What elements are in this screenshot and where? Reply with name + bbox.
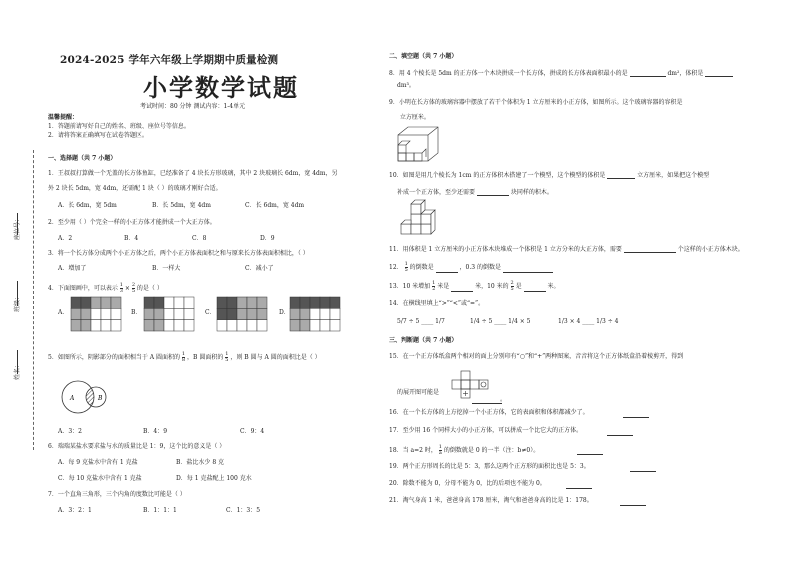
grid-cell — [290, 297, 300, 308]
grid-cell — [320, 320, 330, 331]
q4-operator: × — [124, 285, 130, 292]
grid-cell — [91, 297, 101, 308]
denominator: 3 — [119, 288, 123, 294]
grid-cell — [174, 297, 184, 308]
grid-cell — [91, 308, 101, 319]
paper-title: 小学数学试题 — [143, 73, 299, 102]
section2-heading: 二、填空题（共 7 小题） — [389, 53, 458, 60]
q13-fraction-1 — [432, 281, 435, 292]
q4-figure-d — [289, 296, 341, 332]
q15-blank[interactable] — [472, 403, 502, 404]
grid-cell — [91, 320, 101, 331]
q5-middle: ，B 圆面积的 — [187, 354, 224, 361]
q5-fraction-1 — [182, 352, 185, 363]
q4-suffix: 的是（ ） — [136, 285, 163, 292]
q10-line1 — [389, 171, 709, 179]
q10-line2 — [397, 188, 553, 196]
grid-cell — [290, 308, 300, 319]
class-label: 班级： — [14, 293, 21, 312]
q9-container-figure — [396, 125, 442, 163]
grid-cell — [247, 320, 257, 331]
q6-option-b[interactable]: B．盐比水少 8 克 — [176, 459, 225, 466]
seat-label: 座位号： — [14, 215, 21, 240]
numerator: 1 — [432, 280, 436, 286]
q19-text: 19．两个正方形周长的比是 5：3，那么这两个正方形的面积比也是 5：3。 — [389, 463, 590, 470]
q17-blank[interactable] — [607, 435, 633, 436]
q8-blank-1[interactable] — [630, 69, 666, 77]
seat-field[interactable] — [17, 213, 18, 235]
q14-item-2[interactable]: 1/4 ÷ 5 ____ 1/4 × 5 — [470, 318, 531, 325]
grid-cell — [257, 308, 267, 319]
grid-cell — [320, 297, 330, 308]
q10-cube-model — [397, 196, 445, 238]
grid-cell — [144, 320, 154, 331]
q11-suffix: 个这样的小正方体木块。 — [677, 246, 744, 253]
numerator: 1 — [404, 261, 408, 267]
q11-blank[interactable] — [624, 245, 676, 253]
name-field[interactable] — [17, 350, 18, 374]
grid-cell — [174, 320, 184, 331]
grid-cell — [330, 320, 340, 331]
grid-cell — [257, 297, 267, 308]
q18-fraction — [439, 445, 442, 456]
exam-title: 2024-2025 学年六年级上学期期中质量检测 — [60, 54, 279, 66]
grid-cell — [164, 297, 174, 308]
numerator: 1 — [225, 351, 229, 357]
q12-number: 12． — [389, 264, 403, 271]
grid-cell — [81, 297, 91, 308]
q1-option-c[interactable]: C．长 6dm，宽 4dm — [245, 202, 305, 209]
exam-info: 考试时间：80 分钟 测试内容：1-4单元 — [140, 103, 246, 110]
grid-cell — [290, 320, 300, 331]
tip-item: 2．请将答案正确填写在试卷答题区。 — [48, 132, 148, 139]
grid-cell — [227, 308, 237, 319]
grid-cell — [217, 320, 227, 331]
q3-option-a[interactable]: A．增加了 — [58, 265, 87, 272]
q10-blank-1[interactable] — [607, 171, 635, 179]
numerator: 2 — [131, 282, 135, 288]
grid-cell — [101, 297, 111, 308]
q15-end-mark: 。 — [500, 396, 507, 403]
grid-cell — [300, 320, 310, 331]
grid-cell — [71, 297, 81, 308]
denominator: 5 — [404, 267, 408, 273]
grid-cell — [71, 308, 81, 319]
q7-text: 7．一个直角三角形，三个内角的度数比可能是（ ） — [48, 491, 186, 498]
q4-fraction-1 — [120, 283, 123, 294]
grid-cell — [227, 320, 237, 331]
q13-text-3: 是 — [515, 283, 522, 290]
q18-blank[interactable] — [577, 454, 603, 455]
q10-blank-2[interactable] — [477, 188, 509, 196]
q10-middle: 立方厘米，如果把这个模型 — [637, 172, 710, 179]
grid-cell — [330, 297, 340, 308]
q12-blank-1[interactable] — [436, 265, 458, 273]
q2-option-c[interactable]: C．8 — [192, 235, 207, 242]
grid-cell — [154, 308, 164, 319]
q14-text: 14．在横线里填上“>”“<”或“=”。 — [389, 300, 485, 307]
q3-text: 3．将一个长方体分成两个小正方体之后，两个小正方体表面积之和与原来长方体表面积相比，（ ） — [48, 250, 309, 257]
grid-cell — [247, 297, 257, 308]
q4-text — [48, 283, 163, 294]
q13-blank-1[interactable] — [451, 284, 473, 292]
q4-fraction-2 — [132, 283, 135, 294]
numerator: 2 — [510, 280, 514, 286]
grid-cell — [310, 320, 320, 331]
q3-option-c[interactable]: C．减小了 — [245, 265, 274, 272]
q4-prefix: 4．下面图画中，可以表示 — [48, 285, 118, 292]
q4-option-b[interactable]: B． — [131, 309, 142, 316]
q7-option-b[interactable]: B．1：1：1 — [143, 507, 177, 514]
q18-suffix: 的倒数就是 0 的一半（注：b≠0）。 — [443, 447, 540, 454]
denominator: 5 — [131, 288, 135, 294]
grid-cell — [144, 297, 154, 308]
q4-figure-a — [70, 296, 122, 332]
q14-item-3[interactable]: 1/3 × 4 ____ 1/3 ÷ 4 — [558, 318, 619, 325]
grid-cell — [320, 308, 330, 319]
grid-cell — [154, 320, 164, 331]
q5-fraction-2 — [225, 352, 228, 363]
grid-cell — [300, 308, 310, 319]
q5-option-a[interactable]: A．3：2 — [58, 428, 82, 435]
denominator: 2 — [432, 286, 436, 292]
q5-text — [48, 352, 321, 363]
q8-line2: dm³。 — [397, 82, 415, 89]
grid-cell — [330, 308, 340, 319]
q15-line2: 的展开图可能是 — [397, 389, 440, 396]
section3-heading: 三、判断题（共 7 小题） — [389, 337, 458, 344]
q13-text-1: 米是 — [437, 283, 450, 290]
q8-text: 8．用 4 个棱长是 5dm 的正方体一个木块拼成一个长方体，拼成的长方体表面积最小的是 — [389, 70, 628, 77]
tips-heading: 温馨提醒： — [48, 114, 79, 121]
q10-text: 10．如图是用几个棱长为 1cm 的正方体积木搭建了一个模型，这个模型的体积是 — [389, 172, 606, 179]
q21-blank[interactable] — [620, 505, 646, 506]
q6-option-c[interactable]: C．每 10 克盐水中含有 1 克盐 — [58, 475, 142, 482]
grid-cell — [111, 320, 121, 331]
q9-unit: 立方厘米。 — [399, 114, 430, 121]
q4-option-c[interactable]: C． — [205, 309, 216, 316]
q8-blank-2[interactable] — [705, 69, 733, 77]
name-label: 姓名： — [14, 361, 21, 380]
q12-text — [389, 262, 553, 273]
q12-text-2: ，0.3 的倒数是 — [459, 264, 501, 271]
q12-fraction — [405, 262, 408, 273]
grid-cell — [257, 320, 267, 331]
denominator: 8 — [181, 357, 186, 363]
grid-cell — [174, 308, 184, 319]
grid-cell — [300, 297, 310, 308]
q12-text-1: 的倒数是 — [409, 264, 434, 271]
q8-line1 — [389, 69, 733, 77]
denominator: 5 — [225, 357, 229, 363]
denominator: a — [438, 450, 442, 456]
grid-cell — [81, 320, 91, 331]
grid-cell — [237, 308, 247, 319]
q13-text-2: 米，10 米的 — [475, 283, 509, 290]
q5-suffix: ，则 B 圆与 A 圆的面积比是（ ） — [230, 354, 321, 361]
q13-text-4: 米。 — [547, 283, 560, 290]
grid-cell — [111, 308, 121, 319]
q18-text — [389, 445, 539, 456]
grid-cell — [144, 308, 154, 319]
q13-fraction-2 — [511, 281, 514, 292]
q13-text — [389, 281, 560, 292]
q5-label-a: A — [70, 395, 75, 402]
q3-option-b[interactable]: B．一样大 — [152, 265, 181, 272]
q2-option-b[interactable]: B．4 — [124, 235, 139, 242]
grid-cell — [184, 297, 194, 308]
q15-net-figure — [448, 368, 498, 404]
q1-option-a[interactable]: A．长 6dm，宽 5dm — [58, 202, 117, 209]
q1-line2: 外 2 块长 5dm，宽 4dm，还需配 1 块（ ）的玻璃才刚好合适。 — [48, 185, 222, 192]
grid-cell — [310, 297, 320, 308]
q5-venn-figure — [58, 373, 118, 423]
q16-blank[interactable] — [623, 417, 649, 418]
class-field[interactable] — [17, 281, 18, 306]
q2-option-a[interactable]: A．2 — [58, 235, 73, 242]
section1-heading: 一、选择题（共 7 小题） — [48, 155, 117, 162]
q5-option-b[interactable]: B．4：9 — [143, 428, 168, 435]
q2-text: 2．至少用（ ）个完全一样的小正方体才能拼成一个大正方体。 — [48, 219, 216, 226]
q9-blank[interactable] — [397, 114, 398, 121]
grid-cell — [154, 297, 164, 308]
grid-cell — [101, 308, 111, 319]
q20-blank[interactable] — [566, 488, 592, 489]
q15-line1: 15．在一个正方体纸盒两个相对的面上分别印有“○”和“+”两种图案，音音将这个正方体纸盒沿着棱剪开，得到 — [389, 353, 684, 360]
binding-line — [33, 150, 34, 450]
q4-option-a[interactable]: A． — [58, 309, 69, 316]
grid-cell — [81, 308, 91, 319]
q9-line1: 9．小明在长方体的玻璃容器中摆放了若干个体积为 1 立方厘米的小正方体，如图所示。这个玻璃容器的容积是 — [389, 99, 683, 106]
q4-figure-b — [143, 296, 195, 332]
q4-option-d[interactable]: D． — [279, 309, 290, 316]
grid-cell — [247, 308, 257, 319]
grid-cell — [227, 297, 237, 308]
numerator: 1 — [438, 444, 442, 450]
grid-cell — [71, 320, 81, 331]
grid-cell — [101, 320, 111, 331]
q1-line1: 1．王叔叔打算做一个无盖的长方体鱼缸，已经准备了 4 块长方形玻璃，其中 2 块玻璃长 6dm，宽 4dm，另 — [48, 170, 338, 177]
q4-figure-c — [216, 296, 268, 332]
q6-text: 6．瑞瑞某盐水要求盐与水的质量比是 1：9，这个比的意义是（ ） — [48, 443, 226, 450]
grid-cell — [310, 308, 320, 319]
q7-option-a[interactable]: A．3：2：1 — [58, 507, 92, 514]
grid-cell — [111, 297, 121, 308]
denominator: 5 — [510, 286, 514, 292]
q5-label-b: B — [98, 395, 103, 402]
q20-text: 20．除数不能为 0，分母不能为 0，比的后项也不能为 0。 — [389, 480, 546, 487]
q6-option-a[interactable]: A．每 9 克盐水中含有 1 克盐 — [58, 459, 138, 466]
tip-item: 1．答题前请写好自己的姓名、班级、座位号等信息。 — [48, 123, 190, 130]
q5-prefix: 5．如图所示，阴影部分的面积相当于 A 圆面积的 — [48, 354, 180, 361]
grid-cell — [184, 308, 194, 319]
q21-text: 21．淘气身高 1 米，爸爸身高 178 厘米，淘气和爸爸身高的比是 1：178。 — [389, 497, 593, 504]
q19-blank[interactable] — [630, 471, 656, 472]
q12-blank-2[interactable] — [503, 265, 553, 273]
q17-text: 17．至少用 16 个同样大小的小正方体，可以拼成一个比它大的正方体。 — [389, 427, 583, 434]
q13-blank-2[interactable] — [524, 284, 546, 292]
q7-option-c[interactable]: C．1：3：5 — [226, 507, 261, 514]
q18-prefix: 18．当 a=2 时， — [389, 447, 437, 454]
grid-cell — [164, 308, 174, 319]
q11-text — [389, 245, 744, 253]
q14-item-1[interactable]: 5/7 ÷ 5 ____ 1/7 — [397, 318, 445, 325]
q8-unit-1: dm²，体积是 — [667, 70, 704, 77]
grid-cell — [237, 297, 247, 308]
q1-option-b[interactable]: B．长 5dm，宽 4dm — [152, 202, 211, 209]
numerator: 1 — [181, 351, 186, 357]
grid-cell — [184, 320, 194, 331]
q5-option-c[interactable]: C．9：4 — [240, 428, 265, 435]
grid-cell — [217, 297, 227, 308]
q10-text-2: 补成一个正方体，至少还需要 — [397, 189, 476, 196]
q10-suffix: 块同样的积木。 — [510, 189, 553, 196]
q9-line2 — [397, 114, 430, 121]
grid-cell — [217, 308, 227, 319]
grid-cell — [237, 320, 247, 331]
numerator: 1 — [119, 282, 123, 288]
q16-text: 16．在一个长方体的上方挖掉一个小正方体，它的表面积和体积都减少了。 — [389, 409, 589, 416]
grid-cell — [164, 320, 174, 331]
q2-option-d[interactable]: D．9 — [260, 235, 275, 242]
q6-option-d[interactable]: D．每 1 克盐配上 100 克水 — [176, 475, 252, 482]
q11-prefix: 11．用体积是 1 立方厘米的小正方体木块堆成一个体积是 1 立方分米的大正方体，需要 — [389, 246, 622, 253]
q13-prefix: 13．10 米增加 — [389, 283, 431, 290]
